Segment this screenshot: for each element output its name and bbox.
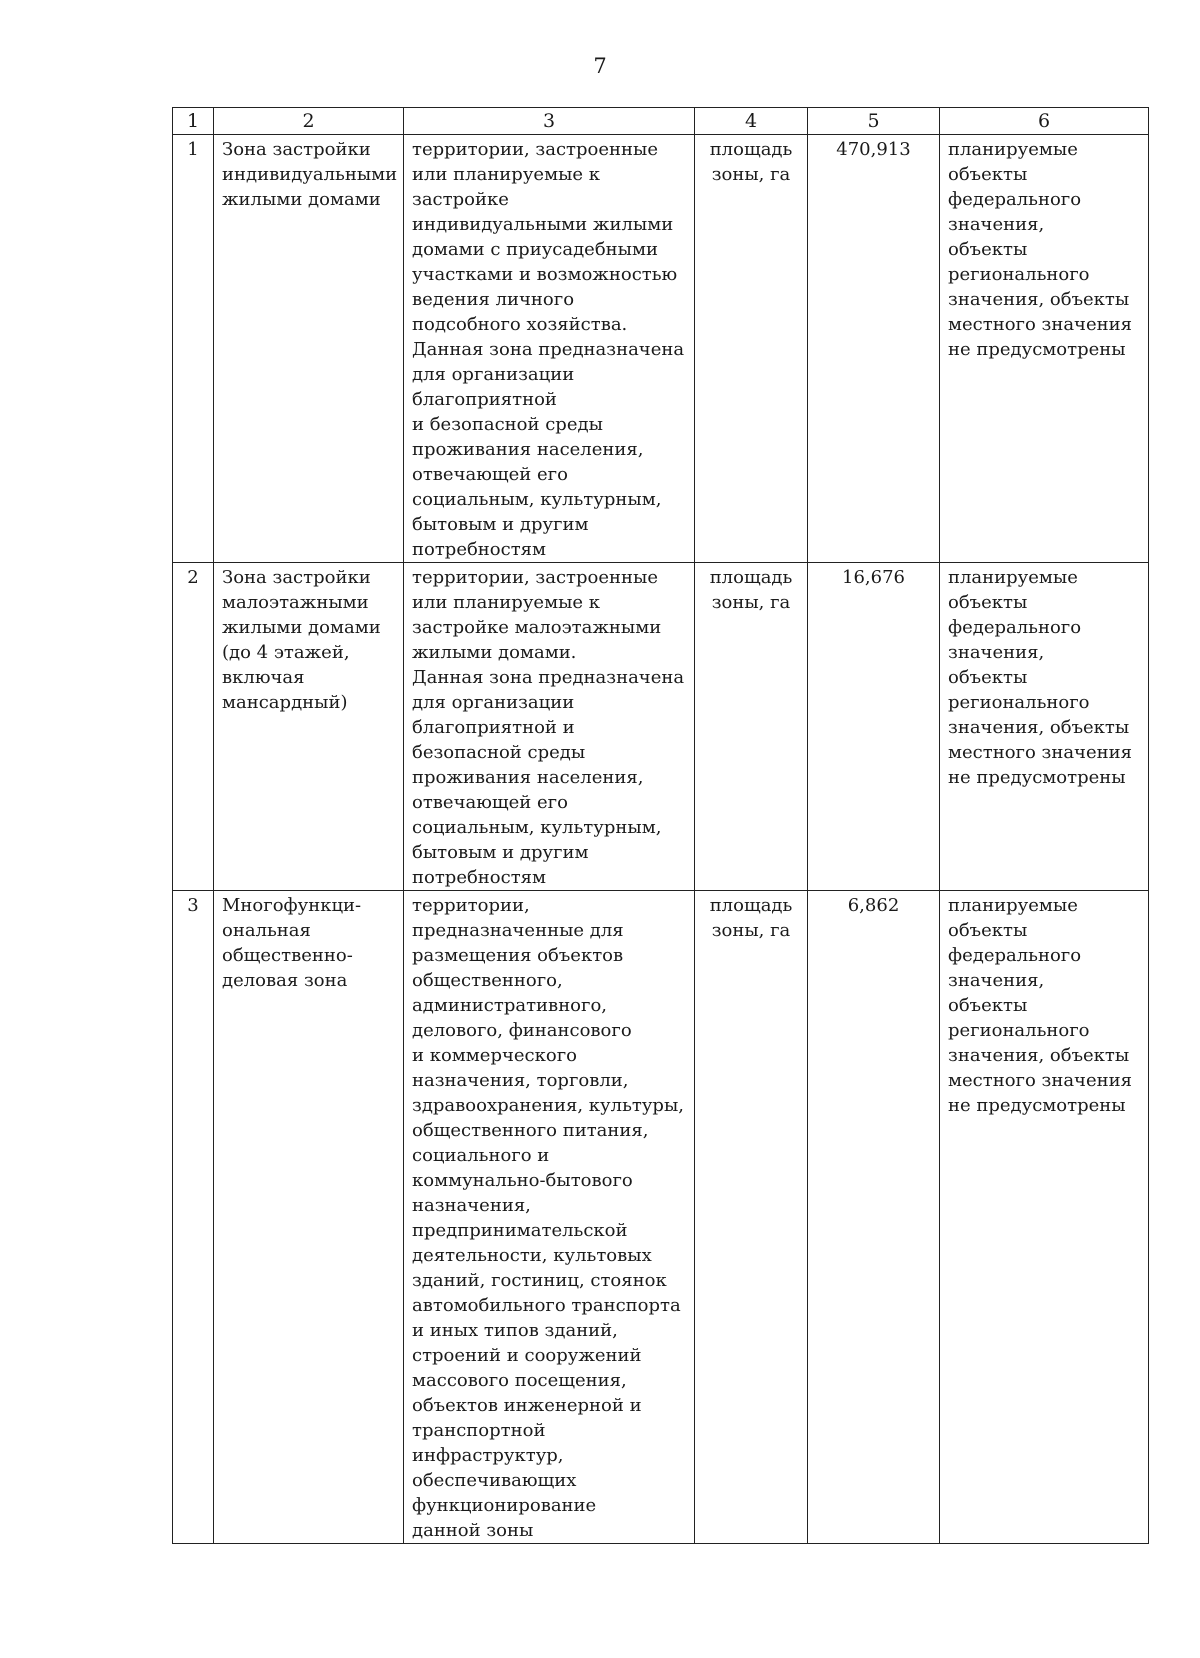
cell-text-line: или планируемые к <box>412 592 601 613</box>
cell-text-line: общественного питания, <box>412 1120 649 1141</box>
cell-text-line: назначения, <box>412 1195 531 1216</box>
cell-text-line: для организации <box>412 364 575 385</box>
cell-text-line: коммунально-бытового <box>412 1170 633 1191</box>
cell-text-line: и безопасной среды <box>412 414 603 435</box>
zone-area: 6,862 <box>808 891 940 1544</box>
table-row <box>173 135 1149 563</box>
zone-area: 470,913 <box>808 135 940 563</box>
cell-text-line: административного, <box>412 995 608 1016</box>
cell-text-line: (до 4 этажей, <box>222 642 350 663</box>
cell-text-line: объекты <box>948 592 1028 613</box>
zone-name <box>214 563 404 891</box>
cell-text-line: не предусмотрены <box>948 1095 1126 1116</box>
cell-text-line: строений и сооружений <box>412 1345 642 1366</box>
cell-text-line: регионального <box>948 692 1090 713</box>
cell-text-line: назначения, торговли, <box>412 1070 629 1091</box>
cell-text-line: деловая зона <box>222 970 348 991</box>
cell-text-line: не предусмотрены <box>948 339 1126 360</box>
table-row <box>173 891 1149 1544</box>
cell-text-line: и коммерческого <box>412 1045 577 1066</box>
cell-text-line: благоприятной <box>412 389 557 410</box>
measure-unit <box>695 563 808 891</box>
table-row <box>173 563 1149 891</box>
cell-text-line: планируемые <box>948 139 1078 160</box>
cell-text-line: объекты <box>948 667 1028 688</box>
cell-text-line: потребностям <box>412 867 547 888</box>
cell-text-line: объекты <box>948 920 1028 941</box>
cell-text-line: функционирование <box>412 1495 597 1516</box>
cell-text-line: отвечающей его <box>412 464 568 485</box>
cell-text-line: индивидуальными жилыми <box>412 214 674 235</box>
cell-text-line: застройке малоэтажными <box>412 617 662 638</box>
cell-text-line: инфраструктур, <box>412 1445 564 1466</box>
header-col-3: 3 <box>404 108 695 135</box>
cell-text-line: федерального <box>948 945 1082 966</box>
cell-text-line: территории, застроенные <box>412 567 658 588</box>
row-number: 2 <box>173 563 214 891</box>
row-number: 1 <box>173 135 214 563</box>
cell-text-line: жилыми домами. <box>412 642 577 663</box>
cell-text-line: автомобильного транспорта <box>412 1295 681 1316</box>
cell-text-line: подсобного хозяйства. <box>412 314 628 335</box>
cell-text-line: индивидуальными <box>222 164 398 185</box>
zone-description <box>404 891 695 1544</box>
zone-name <box>214 891 404 1544</box>
cell-text-line: транспортной <box>412 1420 546 1441</box>
cell-text-line: территории, застроенные <box>412 139 658 160</box>
cell-text-line: деятельности, культовых <box>412 1245 652 1266</box>
cell-text-line: федерального <box>948 189 1082 210</box>
cell-text-line: федерального <box>948 617 1082 638</box>
cell-text-line: участками и возможностью <box>412 264 678 285</box>
cell-text-line: застройке <box>412 189 509 210</box>
cell-text-line: Зона застройки <box>222 567 371 588</box>
zone-area: 16,676 <box>808 563 940 891</box>
planned-objects <box>940 891 1149 1544</box>
cell-text-line: территории, <box>412 895 530 916</box>
cell-text-line: регионального <box>948 1020 1090 1041</box>
cell-text-line: планируемые <box>948 895 1078 916</box>
cell-text-line: размещения объектов <box>412 945 624 966</box>
cell-text-line: объекты <box>948 995 1028 1016</box>
cell-text-line: бытовым и другим <box>412 514 589 535</box>
cell-text-line: ведения личного <box>412 289 575 310</box>
cell-text-line: объектов инженерной и <box>412 1395 642 1416</box>
cell-text-line: зоны, га <box>711 164 791 185</box>
cell-text-line: зоны, га <box>711 592 791 613</box>
cell-text-line: Зона застройки <box>222 139 371 160</box>
cell-text-line: для организации <box>412 692 575 713</box>
cell-text-line: значения, <box>948 214 1045 235</box>
cell-text-line: значения, объекты <box>948 717 1130 738</box>
cell-text-line: мансардный) <box>222 692 348 713</box>
cell-text-line: домами с приусадебными <box>412 239 658 260</box>
cell-text-line: массового посещения, <box>412 1370 627 1391</box>
cell-text-line: здравоохранения, культуры, <box>412 1095 685 1116</box>
cell-text-line: потребностям <box>412 539 547 560</box>
cell-text-line: не предусмотрены <box>948 767 1126 788</box>
cell-text-line: обеспечивающих <box>412 1470 577 1491</box>
cell-text-line: социальным, культурным, <box>412 489 662 510</box>
cell-text-line: или планируемые к <box>412 164 601 185</box>
zone-description <box>404 563 695 891</box>
cell-text-line: предназначенные для <box>412 920 624 941</box>
cell-text-line: площадь <box>709 895 793 916</box>
cell-text-line: общественного, <box>412 970 563 991</box>
cell-text-line: жилыми домами <box>222 189 381 210</box>
zones-table <box>172 107 1149 1544</box>
cell-text-line: безопасной среды <box>412 742 586 763</box>
measure-unit <box>695 891 808 1544</box>
cell-text-line: благоприятной и <box>412 717 575 738</box>
zone-name <box>214 135 404 563</box>
cell-text-line: проживания населения, <box>412 439 644 460</box>
cell-text-line: зоны, га <box>711 920 791 941</box>
row-number: 3 <box>173 891 214 1544</box>
cell-text-line: общественно- <box>222 945 353 966</box>
cell-text-line: отвечающей его <box>412 792 568 813</box>
header-col-1: 1 <box>173 108 214 135</box>
cell-text-line: зданий, гостиниц, стоянок <box>412 1270 667 1291</box>
measure-unit <box>695 135 808 563</box>
cell-text-line: делового, финансового <box>412 1020 632 1041</box>
header-col-5: 5 <box>808 108 940 135</box>
cell-text-line: значения, <box>948 970 1045 991</box>
cell-text-line: значения, объекты <box>948 1045 1130 1066</box>
zone-description <box>404 135 695 563</box>
cell-text-line: значения, объекты <box>948 289 1130 310</box>
cell-text-line: предпринимательской <box>412 1220 628 1241</box>
cell-text-line: Данная зона предназначена <box>412 667 685 688</box>
cell-text-line: Многофункци- <box>222 895 362 916</box>
cell-text-line: данной зоны <box>412 1520 534 1541</box>
cell-text-line: площадь <box>709 139 793 160</box>
cell-text-line: социального и <box>412 1145 550 1166</box>
cell-text-line: значения, <box>948 642 1045 663</box>
planned-objects <box>940 563 1149 891</box>
cell-text-line: площадь <box>709 567 793 588</box>
cell-text-line: бытовым и другим <box>412 842 589 863</box>
cell-text-line: местного значения <box>948 742 1132 763</box>
cell-text-line: ональная <box>222 920 311 941</box>
cell-text-line: Данная зона предназначена <box>412 339 685 360</box>
page-number: 7 <box>593 54 607 78</box>
cell-text-line: жилыми домами <box>222 617 381 638</box>
cell-text-line: проживания населения, <box>412 767 644 788</box>
header-col-4: 4 <box>695 108 808 135</box>
header-row <box>173 108 1149 135</box>
planned-objects <box>940 135 1149 563</box>
header-col-2: 2 <box>214 108 404 135</box>
header-col-6: 6 <box>940 108 1149 135</box>
cell-text-line: малоэтажными <box>222 592 369 613</box>
cell-text-line: и иных типов зданий, <box>412 1320 618 1341</box>
cell-text-line: объекты <box>948 239 1028 260</box>
cell-text-line: объекты <box>948 164 1028 185</box>
cell-text-line: социальным, культурным, <box>412 817 662 838</box>
cell-text-line: местного значения <box>948 1070 1132 1091</box>
cell-text-line: включая <box>222 667 305 688</box>
cell-text-line: планируемые <box>948 567 1078 588</box>
cell-text-line: местного значения <box>948 314 1132 335</box>
cell-text-line: регионального <box>948 264 1090 285</box>
